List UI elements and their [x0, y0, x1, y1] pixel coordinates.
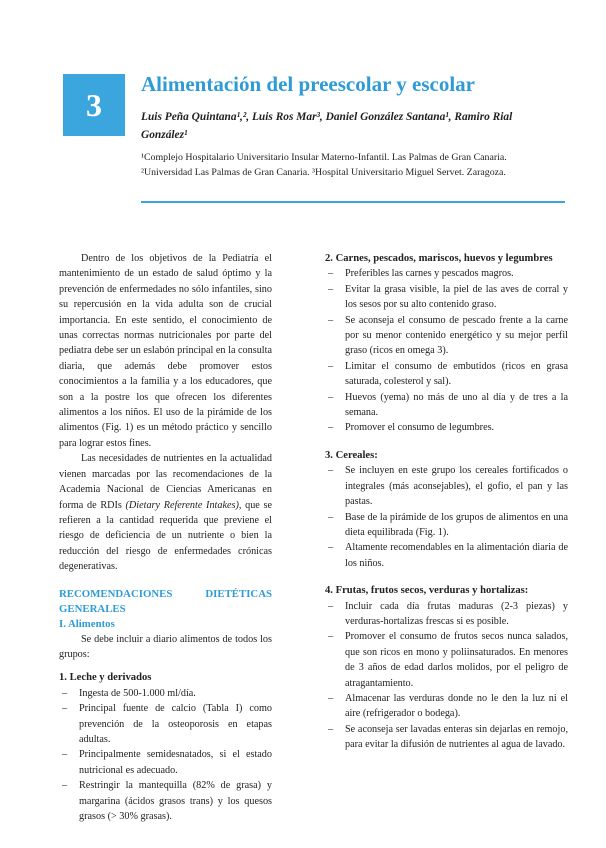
- list-item: – Se incluyen en este grupo los cereales fortificados o integrales (más aconsejables), el gofio, el pan y las pastas.: [325, 463, 568, 509]
- group4-title: 4. Frutas, frutos secos, verduras y hortalizas:: [325, 585, 529, 597]
- list-item: – Promover el consumo de frutos secos nunca salados, que son ricos en mono y poliinsaturados. En menores de 3 años de edad darlos molidos, por el peligro de atragantamiento.: [325, 629, 568, 691]
- list-item: – Promover el consumo de legumbres.: [325, 420, 568, 435]
- group4-list: [325, 599, 568, 753]
- list-item: – Almacenar las verduras donde no le den la luz ni el aire (refrigerador o bodega).: [325, 691, 568, 722]
- authors: Luis Peña Quintana¹,², Luis Ros Mar³, Daniel González Santana¹, Ramiro Rial González¹: [141, 111, 513, 141]
- para2-italic: (Dietary Referente Intakes): [125, 499, 239, 511]
- list-item: – Principalmente semidesnatados, si el estado nutricional es adecuado.: [59, 747, 272, 778]
- list-item: – Huevos (yema) no más de uno al día y de tres a la semana.: [325, 390, 568, 421]
- group1-title: 1. Leche y derivados: [59, 672, 152, 684]
- group2-list: [325, 266, 568, 435]
- header-divider: [141, 201, 565, 203]
- list-item: – Se aconseja el consumo de pescado frente a la carne por su menor contenido energético y su mejor perfil graso (ricos en omega 3).: [325, 313, 568, 359]
- intro-paragraph-2: [59, 451, 272, 574]
- para2-text-a: Las necesidades de nutrientes en la actualidad vienen marcadas por las recomendaciones de la Academia Nacional de Ciencias Americanas en forma de RDIs: [59, 453, 272, 511]
- list-item: – Principal fuente de calcio (Tabla I) como prevención de la osteoporosis en etapas adultas.: [59, 701, 272, 747]
- affiliations: ¹Complejo Hospitalario Universitario Insular Materno-Infantil. Las Palmas de Gran Canaria. ²Universidad Las Palmas de Gran Canaria. ³Hospital Universitario Miguel Servet. Zaragoza.: [141, 152, 507, 178]
- para2-text-b: , que se refieren a la cantidad requerida que previene el riesgo de deficiencia de un nutriente o bien la reducción del riesgo de enfermedades crónicas degenerativas.: [59, 499, 272, 573]
- list-item: – Evitar la grasa visible, la piel de las aves de corral y los sesos por su alto contenido graso.: [325, 282, 568, 313]
- list-item: – Preferibles las carnes y pescados magros.: [325, 266, 568, 281]
- section-heading: RECOMENDACIONES DIETÉTICAS GENERALES: [59, 587, 272, 615]
- chapter-title: Alimentación del preescolar y escolar: [141, 72, 475, 96]
- right-column: [325, 251, 568, 753]
- list-item: – Incluir cada día frutas maduras (2-3 piezas) y verduras-hortalizas frescas si es posible.: [325, 599, 568, 630]
- foods-intro: Se debe incluir a diario alimentos de todos los grupos:: [59, 633, 272, 660]
- group2-title: 2. Carnes, pescados, mariscos, huevos y legumbres: [325, 253, 553, 264]
- subsection-heading: I. Alimentos: [59, 617, 115, 630]
- group3-title: 3. Cereales:: [325, 449, 378, 461]
- list-item: – Limitar el consumo de embutidos (ricos en grasa saturada, colesterol y sal).: [325, 359, 568, 390]
- chapter-number-box: [63, 74, 125, 136]
- list-item: – Se aconseja ser lavadas enteras sin dejarlas en remojo, para evitar la difusión de nutrientes al agua de lavado.: [325, 722, 568, 753]
- intro-paragraph-1: Dentro de los objetivos de la Pediatría el mantenimiento de un estado de salud óptimo y la prevención de enfermedades no sólo infantiles, sino su repercusión en la vida adulta son de crucial importancia. En este sentido, el conocimiento de unas correctas normas nutricionales por parte del pediatra debe ser un eslabón principal en la consulta diaria, que además debe promover estos conocimientos a la familia y a los educadores, que son a la postre los que ofrecen los diferentes alimentos a los niños. El uso de la pirámide de los alimentos (Fig. 1) es un método práctico y sencillo para lograr estos fines.: [59, 253, 272, 449]
- group3-list: [325, 463, 568, 571]
- left-column: [59, 251, 272, 824]
- list-item: – Restringir la mantequilla (82% de grasa) y margarina (ácidos grasos trans) y los quesos grasos (> 30% grasas).: [59, 778, 272, 824]
- chapter-number: 3: [86, 86, 102, 123]
- list-item: – Base de la pirámide de los grupos de alimentos en una dieta equilibrada (Fig. 1).: [325, 510, 568, 541]
- list-item: – Altamente recomendables en la alimentación diaria de los niños.: [325, 540, 568, 571]
- list-item: – Ingesta de 500-1.000 ml/día.: [59, 686, 272, 701]
- group1-list: [59, 686, 272, 825]
